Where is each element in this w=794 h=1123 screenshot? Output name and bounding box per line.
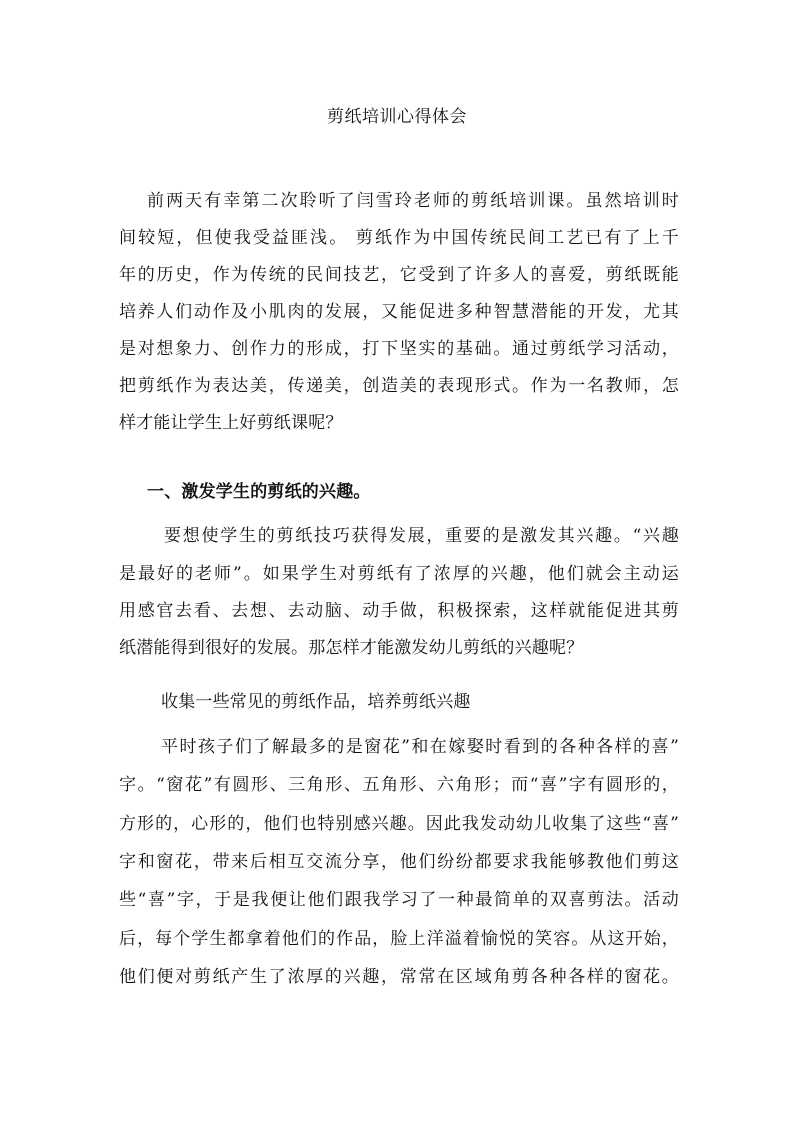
paragraph-line: 年的历史，作为传统的民间技艺，它受到了许多人的喜爱，剪纸既能 [119,265,679,285]
paragraph-line: 是对想象力、创作力的形成，打下坚实的基础。通过剪纸学习活动， [119,339,679,359]
subheading: 收集一些常见的剪纸作品，培养剪纸兴趣 [161,692,471,712]
paragraph-line: 他们便对剪纸产生了浓厚的兴趣，常常在区域角剪各种各样的窗花。 [119,967,679,987]
paragraph-line: 间较短，但使我受益匪浅。 剪纸作为中国传统民间工艺已有了上千 [119,228,679,248]
paragraph-line: 用感官去看、去想、去动脑、动手做，积极探索，这样就能促进其剪 [119,601,679,621]
paragraph-line: 样才能让学生上好剪纸课呢？ [119,413,343,433]
paragraph-line: 是最好的老师”。如果学生对剪纸有了浓厚的兴趣，他们就会主动运 [119,564,679,584]
paragraph-line: 平时孩子们了解最多的是窗花”和在嫁娶时看到的各种各样的喜” [161,737,679,757]
paragraph-line: 把剪纸作为表达美，传递美，创造美的表现形式。作为一名教师，怎 [119,376,679,396]
document-title: 剪纸培训心得体会 [327,107,467,127]
paragraph-line: 纸潜能得到很好的发展。那怎样才能激发幼儿剪纸的兴趣呢？ [119,638,584,658]
paragraph-line: 字和窗花，带来后相互交流分享，他们纷纷都要求我能够教他们剪这 [119,852,679,872]
paragraph-line: 后，每个学生都拿着他们的作品，脸上洋溢着愉悦的笑容。从这开始， [119,929,679,949]
paragraph-line: 培养人们动作及小肌肉的发展，又能促进多种智慧潜能的开发，尤其 [119,302,679,322]
paragraph-line: 方形的，心形的，他们也特别感兴趣。因此我发动幼儿收集了这些“喜” [119,814,679,834]
paragraph-line: 些“喜”字，于是我便让他们跟我学习了一种最简单的双喜剪法。活动 [119,890,679,910]
paragraph-line: 字。“窗花”有圆形、三角形、五角形、六角形；而“喜”字有圆形的， [119,775,679,795]
paragraph-line: 前两天有幸第二次聆听了闫雪玲老师的剪纸培训课。虽然培训时 [147,191,679,211]
paragraph-line: 要想使学生的剪纸技巧获得发展，重要的是激发其兴趣。“兴趣 [164,526,679,546]
section-heading: 一、激发学生的剪纸的兴趣。 [147,482,371,502]
